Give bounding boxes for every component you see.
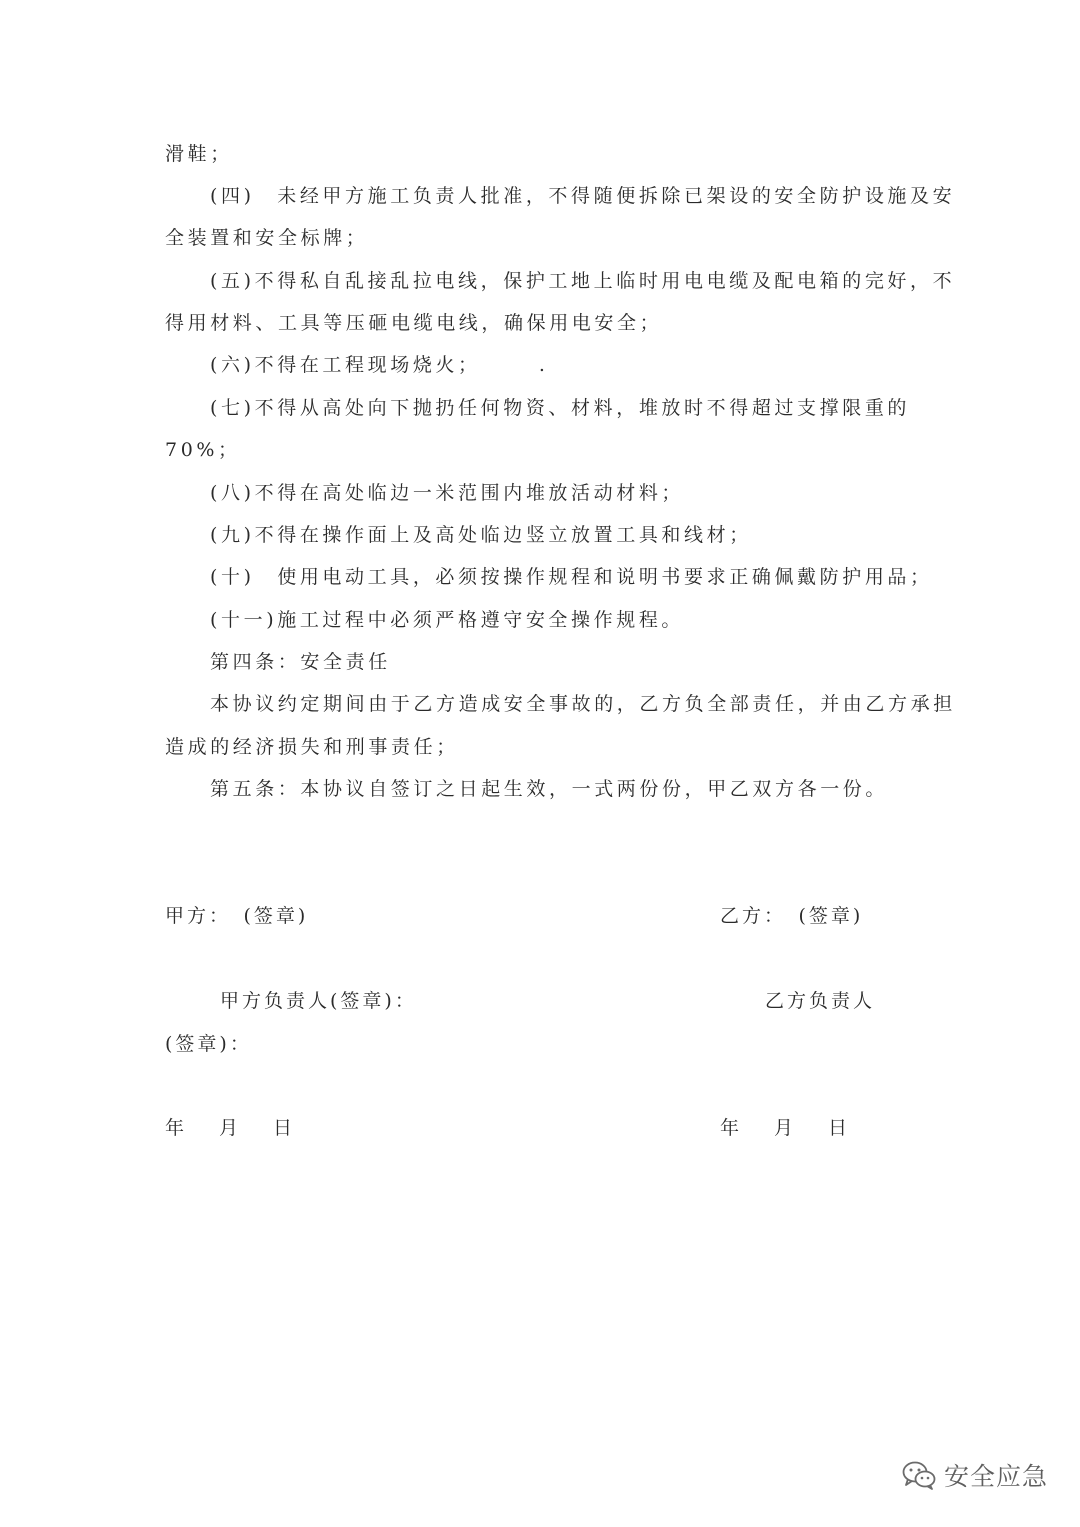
party-a-representative: 甲方负责人(签章)： xyxy=(220,990,417,1012)
party-b-date: 年 月 日 xyxy=(720,1117,856,1139)
watermark-text: 安全应急 xyxy=(944,1462,1049,1491)
wechat-icon xyxy=(902,1460,936,1490)
clause-9: (九)不得在操作面上及高处临边竖立放置工具和线材； xyxy=(210,524,752,546)
article-5: 第五条：本协议自签订之日起生效，一式两份份，甲乙双方各一份。 xyxy=(210,778,889,800)
article-4-body-line-2: 造成的经济损失和刑事责任； xyxy=(165,736,459,758)
clause-5-line-2: 得用材料、工具等压砸电缆电线，确保用电安全； xyxy=(165,312,663,334)
clause-7-line-2: 70%； xyxy=(165,439,241,461)
clause-10: (十) 使用电动工具，必须按操作规程和说明书要求正确佩戴防护用品； xyxy=(210,566,933,588)
clause-5-line-1: (五)不得私自乱接乱拉电线，保护工地上临时用电电缆及配电箱的完好，不 xyxy=(210,270,956,292)
party-a-signature: 甲方： (签章) xyxy=(165,905,309,927)
article-4-heading: 第四条：安全责任 xyxy=(210,651,391,673)
clause-6: (六)不得在工程现场烧火； . xyxy=(210,354,549,376)
watermark xyxy=(902,1455,1048,1495)
party-b-signature: 乙方： (签章) xyxy=(720,905,864,927)
clause-4-line-1: (四) 未经甲方施工负责人批准，不得随便拆除已架设的安全防护设施及安 xyxy=(210,185,956,207)
clause-7-line-1: (七)不得从高处向下抛扔任何物资、材料，堆放时不得超过支撑限重的 xyxy=(210,397,911,419)
clause-4-line-2: 全装置和安全标牌； xyxy=(165,227,369,249)
party-b-representative: 乙方负责人 xyxy=(765,990,876,1012)
party-a-date: 年 月 日 xyxy=(165,1117,301,1139)
clause-11: (十一)施工过程中必须严格遵守安全操作规程。 xyxy=(210,609,685,631)
article-4-body-line-1: 本协议约定期间由于乙方造成安全事故的，乙方负全部责任，并由乙方承担 xyxy=(210,693,956,715)
text-line-1: 滑鞋； xyxy=(165,143,233,165)
clause-8: (八)不得在高处临边一米范围内堆放活动材料； xyxy=(210,482,685,504)
party-b-representative-seal: (签章)： xyxy=(165,1033,252,1055)
